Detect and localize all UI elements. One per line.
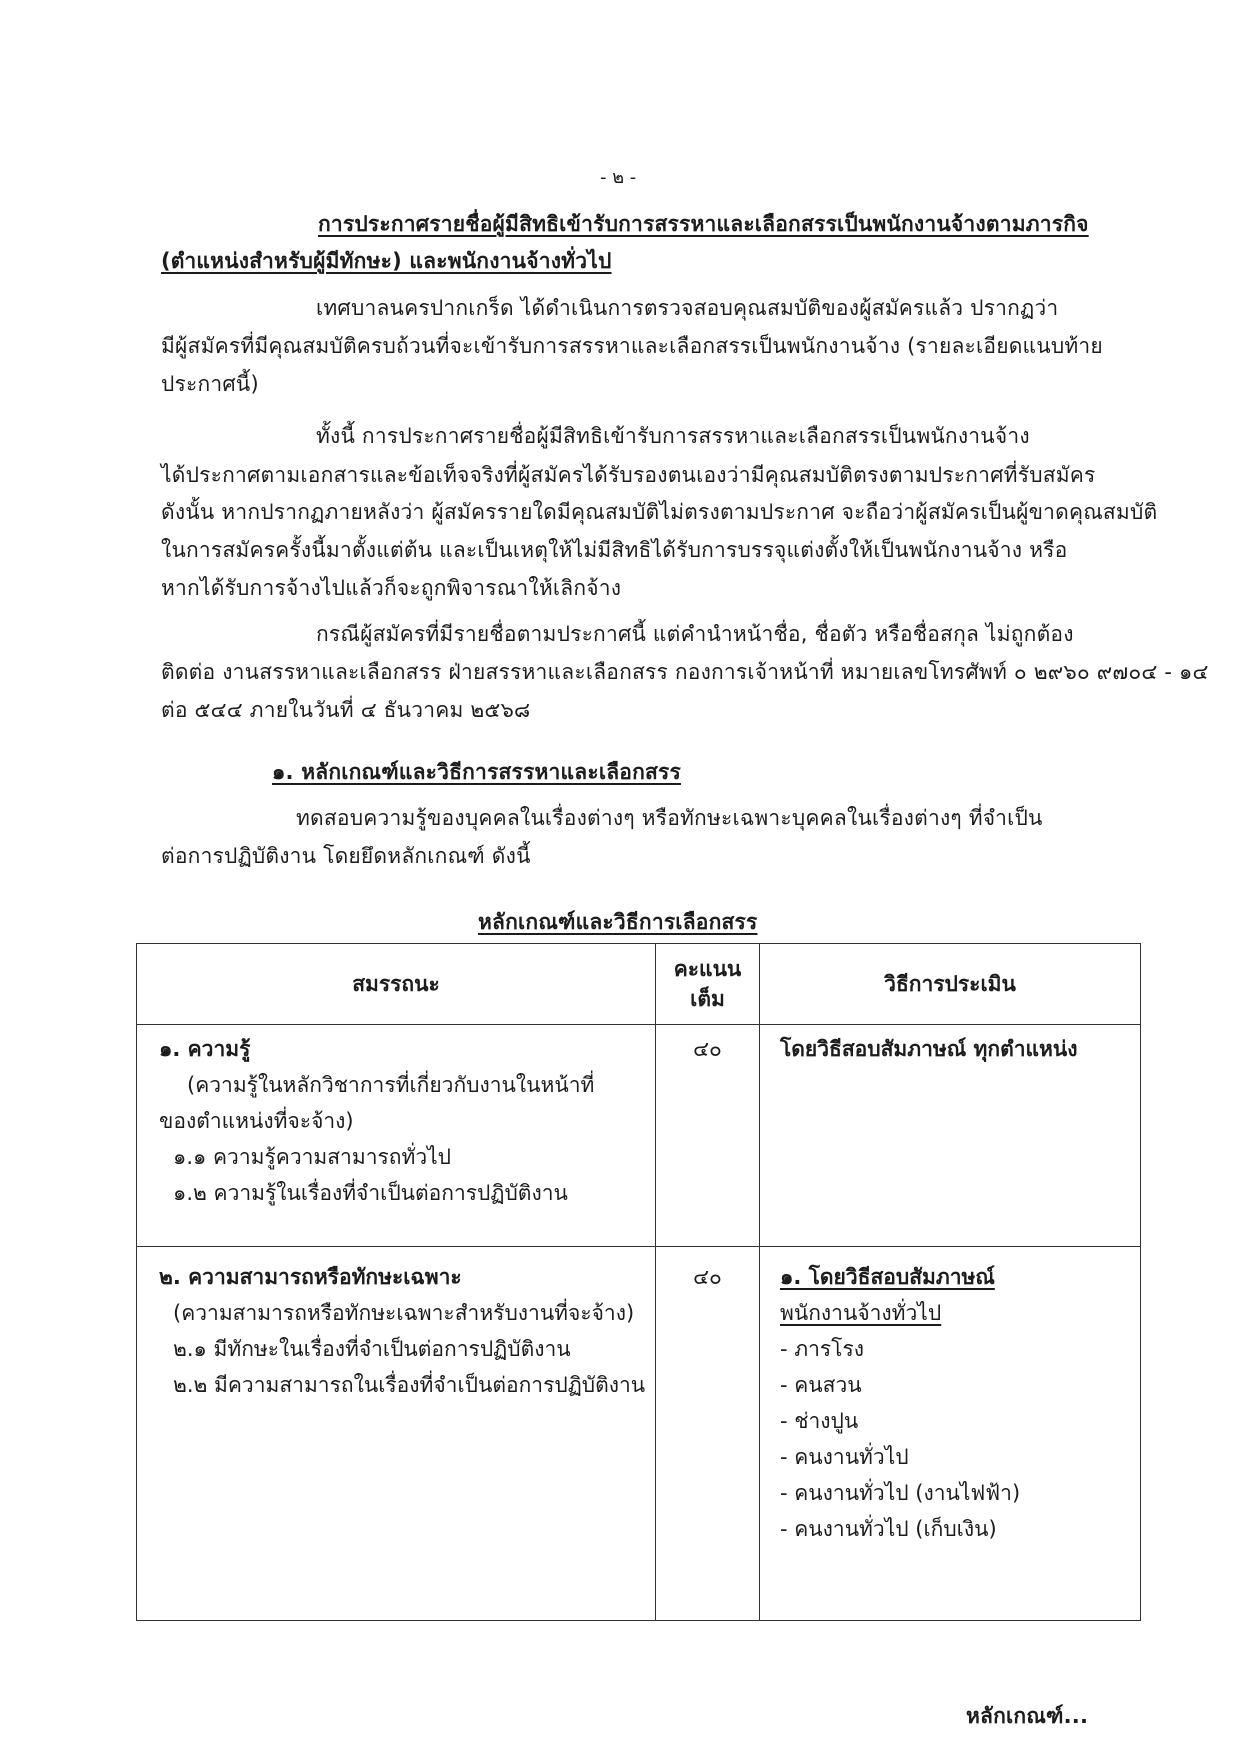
paragraph-2-line-2: ได้ประกาศตามเอกสารและข้อเท็จจริงที่ผู้สมัครได้รับรองตนเองว่ามีคุณสมบัติตรงตามประกาศที่รับสมัคร: [161, 463, 1096, 487]
section-1-title: ๑. หลักเกณฑ์และวิธีการสรรหาและเลือกสรร: [272, 760, 681, 784]
score-cell: [656, 1025, 760, 1247]
header-score-line-1: คะแนน: [673, 957, 742, 981]
method-position-item: - คนงานทั่วไป: [780, 1445, 909, 1469]
header-score: [656, 944, 760, 1025]
table-row: [137, 1025, 1141, 1247]
competency-cell: [137, 1247, 656, 1621]
method-text: โดยวิธีสอบสัมภาษณ์ ทุกตำแหน่ง: [780, 1037, 1078, 1061]
method-position-item: - คนงานทั่วไป (งานไฟฟ้า): [780, 1481, 1021, 1505]
paragraph-3-line-1: กรณีผู้สมัครที่มีรายชื่อตามประกาศนี้ แต่คำนำหน้าชื่อ, ชื่อตัว หรือชื่อสกุล ไม่ถูกต้อง: [316, 622, 1074, 646]
paragraph-1-line-1: เทศบาลนครปากเกร็ด ได้ดำเนินการตรวจสอบคุณสมบัติของผู้สมัครแล้ว ปรากฏว่า: [316, 296, 1059, 320]
heading-line-2: (ตำแหน่งสำหรับผู้มีทักษะ) และพนักงานจ้างทั่วไป: [161, 249, 612, 273]
table-caption: หลักเกณฑ์และวิธีการเลือกสรร: [478, 910, 758, 934]
method-position-item: - คนสวน: [780, 1373, 862, 1397]
section-1-body-line-1: ทดสอบความรู้ของบุคคลในเรื่องต่างๆ หรือทักษะเฉพาะบุคคลในเรื่องต่างๆ ที่จำเป็น: [296, 806, 1043, 830]
method-position-item: - คนงานทั่วไป (เก็บเงิน): [780, 1517, 997, 1541]
competency-title: ๑. ความรู้: [159, 1037, 251, 1061]
competency-title: ๒. ความสามารถหรือทักษะเฉพาะ: [159, 1265, 462, 1289]
heading-line-1: การประกาศรายชื่อผู้มีสิทธิเข้ารับการสรรหาและเลือกสรรเป็นพนักงานจ้างตามภารกิจ: [318, 212, 1089, 236]
competency-subitem: ๒.๒ มีความสามารถในเรื่องที่จำเป็นต่อการปฏิบัติงาน: [173, 1373, 646, 1397]
header-method: วิธีการประเมิน: [760, 944, 1141, 1025]
section-1-body-line-2: ต่อการปฏิบัติงาน โดยยึดหลักเกณฑ์ ดังนี้: [161, 844, 531, 868]
footer-continuation: หลักเกณฑ์...: [966, 1704, 1089, 1728]
paragraph-3-line-2: ติดต่อ งานสรรหาและเลือกสรร ฝ่ายสรรหาและเลือกสรร กองการเจ้าหน้าที่ หมายเลขโทรศัพท์ ๐ ๒๙๖๐ ๙๗๐๔ - ๑๔: [161, 660, 1209, 684]
score-value: ๔๐: [693, 1037, 722, 1061]
paragraph-2-line-4: ในการสมัครครั้งนี้มาตั้งแต่ต้น และเป็นเหตุให้ไม่มีสิทธิได้รับการบรรจุแต่งตั้งให้เป็นพนักงานจ้าง หรือ: [161, 538, 1068, 562]
competency-subitem: ๑.๒ ความรู้ในเรื่องที่จำเป็นต่อการปฏิบัติงาน: [173, 1181, 568, 1205]
table-header-row: [137, 944, 1141, 1025]
competency-subitem: ๒.๑ มีทักษะในเรื่องที่จำเป็นต่อการปฏิบัติงาน: [173, 1337, 571, 1361]
method-cell: [760, 1025, 1141, 1247]
competency-desc: (ความสามารถหรือทักษะเฉพาะสำหรับงานที่จะจ้าง): [173, 1301, 635, 1325]
method-position-item: - ภารโรง: [780, 1337, 864, 1361]
table-row: [137, 1247, 1141, 1621]
method-group-label: พนักงานจ้างทั่วไป: [780, 1301, 942, 1325]
competency-cell: [137, 1025, 656, 1247]
paragraph-3-line-3: ต่อ ๕๔๔ ภายในวันที่ ๔ ธันวาคม ๒๕๖๘: [161, 698, 531, 722]
header-competency: สมรรถนะ: [137, 944, 656, 1025]
paragraph-1-line-2: มีผู้สมัครที่มีคุณสมบัติครบถ้วนที่จะเข้ารับการสรรหาและเลือกสรรเป็นพนักงานจ้าง (รายละเอียดแนบท้าย: [161, 334, 1103, 358]
paragraph-2-line-5: หากได้รับการจ้างไปแล้วก็จะถูกพิจารณาให้เลิกจ้าง: [161, 576, 622, 600]
method-text: ๑. โดยวิธีสอบสัมภาษณ์: [780, 1265, 995, 1289]
score-value: ๔๐: [693, 1265, 722, 1289]
competency-subitem: ๑.๑ ความรู้ความสามารถทั่วไป: [173, 1145, 452, 1169]
paragraph-1-line-3: ประกาศนี้): [161, 372, 259, 396]
competency-desc: (ความรู้ในหลักวิชาการที่เกี่ยวกับงานในหน้าที่: [187, 1073, 595, 1097]
score-cell: [656, 1247, 760, 1621]
paragraph-2-line-3: ดังนั้น หากปรากฏภายหลังว่า ผู้สมัครรายใดมีคุณสมบัติไม่ตรงตามประกาศ จะถือว่าผู้สมัครเป็นผู้ขาดคุณสมบัติ: [161, 500, 1158, 524]
method-cell: [760, 1247, 1141, 1621]
page-number: - ๒ -: [600, 167, 637, 188]
header-score-line-2: เต็ม: [690, 987, 725, 1011]
paragraph-2-line-1: ทั้งนี้ การประกาศรายชื่อผู้มีสิทธิเข้ารับการสรรหาและเลือกสรรเป็นพนักงานจ้าง: [316, 424, 1030, 448]
competency-desc: ของตำแหน่งที่จะจ้าง): [159, 1109, 354, 1133]
criteria-table: [136, 943, 1141, 1621]
method-position-item: - ช่างปูน: [780, 1409, 859, 1433]
